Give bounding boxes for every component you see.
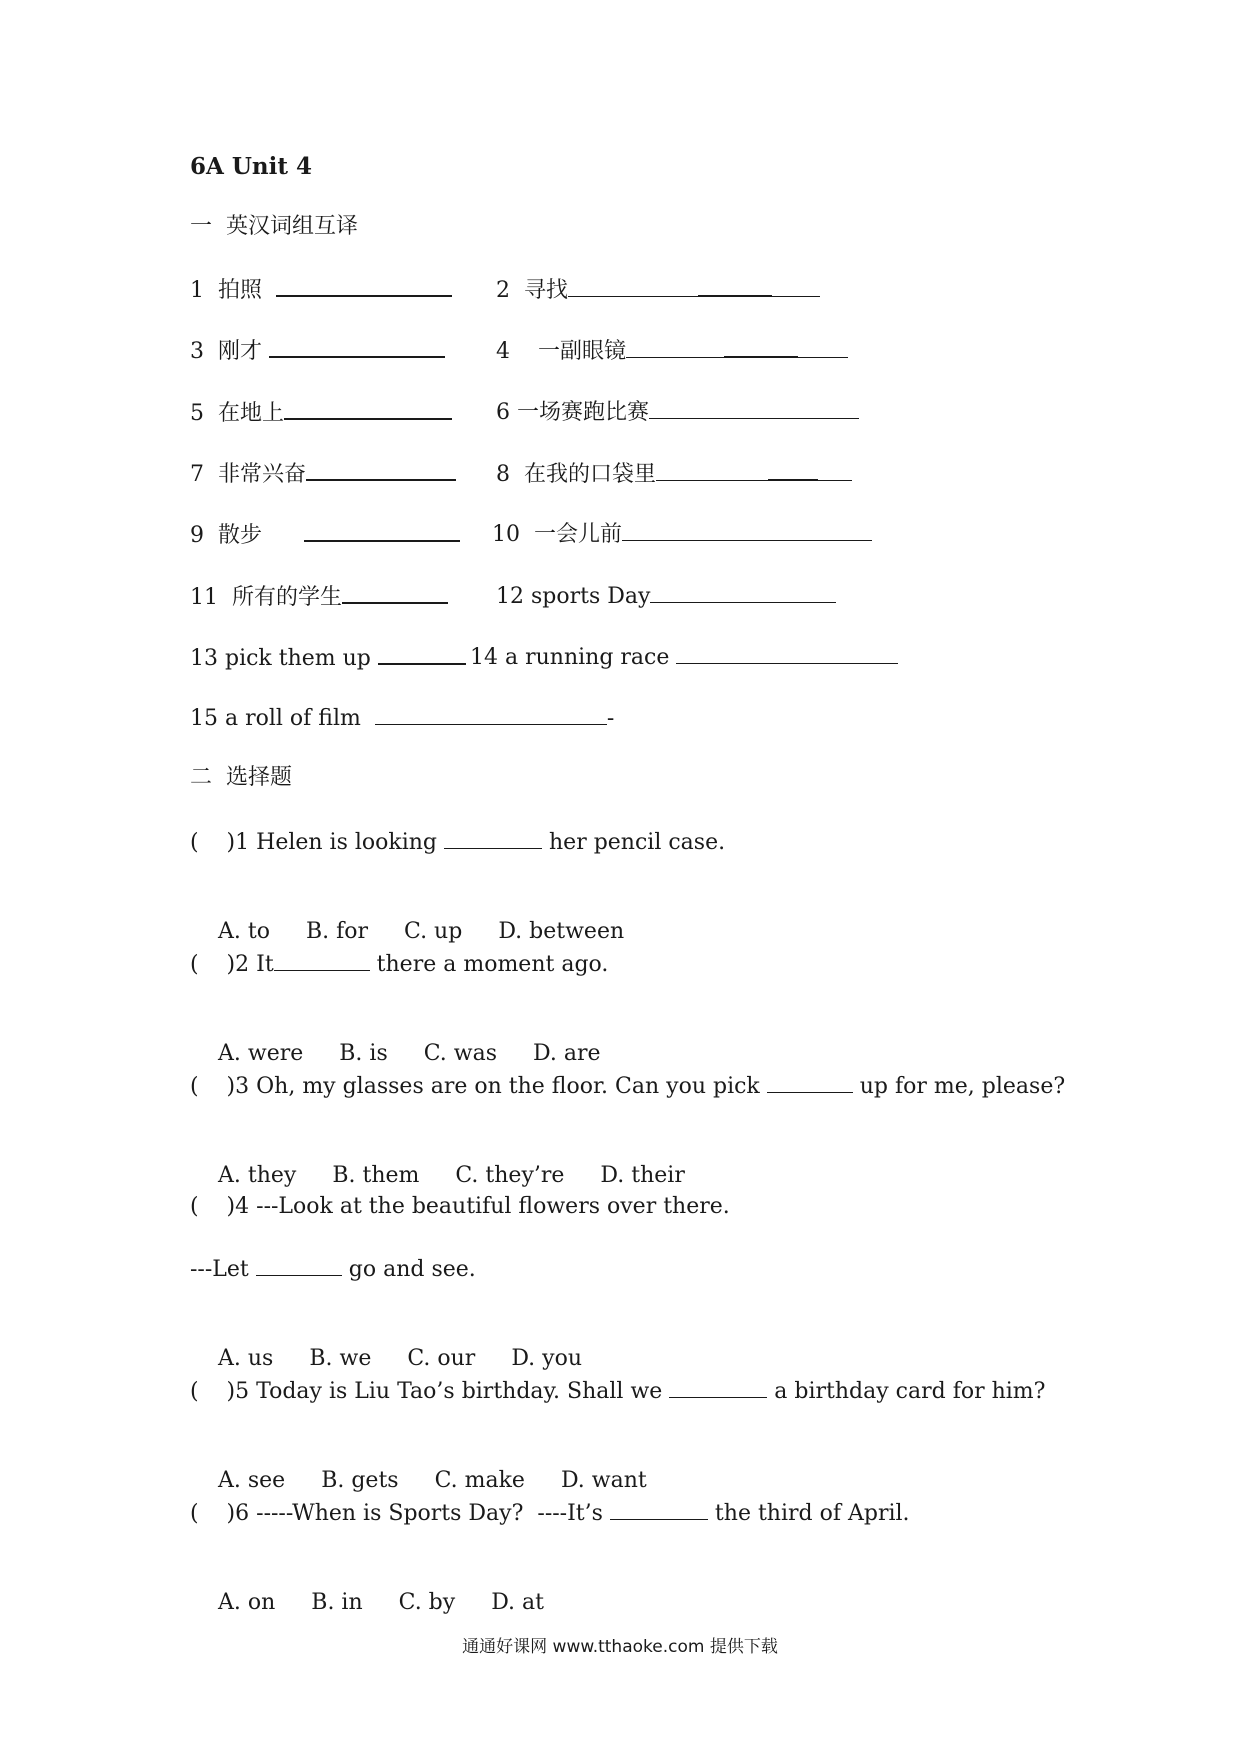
answer-blank[interactable] — [256, 1253, 342, 1276]
question-5: ( )5 Today is Liu Tao’s birthday. Shall we a birthday card for him? — [190, 1375, 1045, 1407]
phrase-item-6: 6 一场赛跑比赛 — [496, 396, 859, 428]
option-d[interactable]: D. want — [560, 1468, 647, 1493]
answer-blank[interactable] — [444, 826, 542, 849]
answer-blank[interactable] — [649, 396, 859, 419]
phrase-item-4: 4 一副眼镜 — [496, 334, 848, 367]
question-1: ( )1 Helen is looking her pencil case. — [190, 826, 725, 858]
option-d[interactable]: D. are — [533, 1041, 601, 1066]
section2-heading: 二 选择题 — [190, 765, 292, 790]
phrase-item-1: 1 拍照 — [190, 273, 452, 306]
option-d[interactable]: D. you — [511, 1346, 582, 1371]
answer-blank[interactable] — [656, 458, 768, 481]
phrase-item-9: 9 散步 — [190, 518, 460, 551]
question-4: ( )4 ---Look at the beautiful flowers over there. — [190, 1194, 730, 1219]
question-4-reply: ---Let go and see. — [190, 1253, 476, 1285]
answer-blank[interactable] — [626, 335, 724, 358]
option-c[interactable]: C. make — [434, 1468, 525, 1493]
answer-blank[interactable] — [342, 580, 448, 604]
answer-blank[interactable] — [276, 273, 452, 297]
option-a[interactable]: A. on — [217, 1590, 276, 1615]
option-c[interactable]: C. up — [404, 919, 463, 944]
option-c[interactable]: C. by — [398, 1590, 456, 1615]
answer-blank[interactable] — [306, 457, 456, 481]
question-3: ( )3 Oh, my glasses are on the floor. Can you pick up for me, please? — [190, 1070, 1065, 1102]
phrase-item-2: 2 寻找 — [496, 273, 820, 306]
option-a[interactable]: A. to — [217, 919, 270, 944]
phrase-item-3: 3 刚才 — [190, 334, 445, 367]
option-b[interactable]: B. for — [305, 919, 369, 944]
option-b[interactable]: B. them — [332, 1163, 420, 1188]
option-b[interactable]: B. in — [311, 1590, 363, 1615]
answer-blank[interactable] — [269, 334, 445, 358]
answer-blank[interactable] — [610, 1497, 708, 1520]
option-d[interactable]: D. their — [600, 1163, 685, 1188]
phrase-item-5: 5 在地上 — [190, 396, 452, 429]
option-b[interactable]: B. gets — [321, 1468, 399, 1493]
option-c[interactable]: C. they’re — [455, 1163, 565, 1188]
answer-blank[interactable] — [669, 1375, 767, 1398]
phrase-item-8: 8 在我的口袋里 — [496, 457, 852, 490]
option-a[interactable]: A. us — [217, 1346, 274, 1371]
phrase-item-7: 7 非常兴奋 — [190, 457, 456, 490]
option-c[interactable]: C. was — [423, 1041, 498, 1066]
answer-blank[interactable] — [622, 518, 872, 541]
phrase-item-13: 13 pick them up — [190, 641, 466, 674]
answer-blank[interactable] — [568, 274, 698, 297]
answer-blank[interactable] — [284, 396, 452, 420]
page-footer: 通通好课网 www.tthaoke.com 提供下载 — [462, 1637, 778, 1657]
option-a[interactable]: A. see — [217, 1468, 286, 1493]
answer-blank[interactable] — [767, 1070, 853, 1093]
option-d[interactable]: D. at — [491, 1590, 544, 1615]
phrase-item-12: 12 sports Day — [496, 580, 836, 612]
worksheet-title: 6A Unit 4 — [190, 153, 313, 180]
option-b[interactable]: B. is — [339, 1041, 388, 1066]
option-b[interactable]: B. we — [309, 1346, 372, 1371]
answer-blank[interactable] — [375, 702, 607, 725]
answer-blank[interactable] — [650, 580, 836, 603]
section1-heading: 一 英汉词组互译 — [190, 214, 358, 239]
question-6: ( )6 -----When is Sports Day? ----It’s the third of April. — [190, 1497, 910, 1529]
phrase-item-14: 14 a running race — [470, 641, 898, 673]
question-2: ( )2 It there a moment ago. — [190, 948, 608, 980]
phrase-item-10: 10 一会儿前 — [492, 518, 872, 550]
answer-blank[interactable] — [676, 641, 898, 664]
option-a[interactable]: A. were — [217, 1041, 304, 1066]
option-c[interactable]: C. our — [407, 1346, 476, 1371]
answer-blank[interactable] — [274, 948, 370, 971]
phrase-item-11: 11 所有的学生 — [190, 580, 448, 613]
option-d[interactable]: D. between — [498, 919, 625, 944]
answer-blank[interactable] — [304, 518, 460, 542]
option-a[interactable]: A. they — [217, 1163, 297, 1188]
phrase-item-15: 15 a roll of film - — [190, 702, 614, 734]
answer-blank[interactable] — [378, 641, 466, 665]
